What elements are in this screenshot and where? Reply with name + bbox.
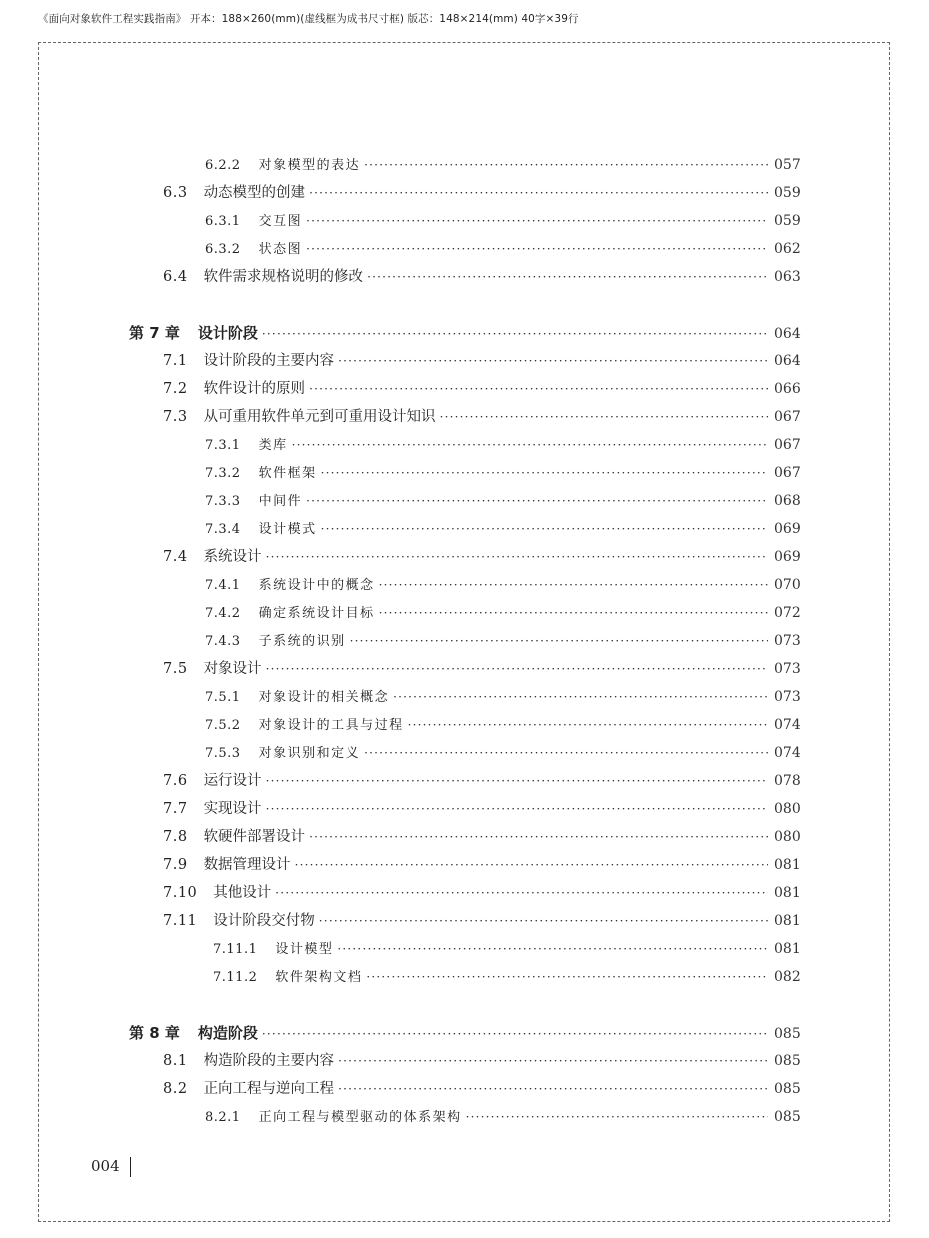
dot-leader xyxy=(266,655,768,683)
toc-entry-title: 交互图 xyxy=(258,214,303,229)
page-footer xyxy=(91,1157,131,1177)
toc-entry xyxy=(163,767,800,795)
toc-entry-title: 设计模型 xyxy=(275,942,334,957)
toc-entry-page: 085 xyxy=(774,1081,801,1097)
toc-entry-title: 设计阶段 xyxy=(197,324,258,342)
toc-entry-number: 7.11.2 xyxy=(213,970,258,985)
toc-entry-title: 软件框架 xyxy=(258,466,317,481)
toc-entry-number: 7.4.3 xyxy=(205,634,241,649)
toc-entry-title: 设计阶段的主要内容 xyxy=(203,353,335,369)
toc-entry xyxy=(163,907,800,935)
toc-entry-title: 软件架构文档 xyxy=(275,970,363,985)
toc-entry-title: 对象模型的表达 xyxy=(258,158,361,173)
dot-leader xyxy=(338,347,768,375)
toc-entry-title: 数据管理设计 xyxy=(203,857,291,873)
toc-entry xyxy=(205,739,800,767)
toc-entry xyxy=(205,235,800,263)
dot-leader xyxy=(367,263,768,291)
toc-entry xyxy=(163,879,800,907)
toc-entry xyxy=(163,375,800,403)
dot-leader xyxy=(408,711,768,739)
dot-leader xyxy=(306,235,768,263)
dot-leader xyxy=(338,1047,768,1075)
toc-entry-page: 068 xyxy=(774,493,801,509)
toc-entry-title: 设计模式 xyxy=(258,522,317,537)
toc-entry-number: 6.3 xyxy=(163,185,188,201)
toc-entry-title: 对象识别和定义 xyxy=(258,746,361,761)
toc-entry-page: 064 xyxy=(774,326,801,342)
dot-leader xyxy=(306,207,768,235)
toc-entry xyxy=(163,1075,800,1103)
toc-entry xyxy=(205,571,800,599)
toc-entry-page: 085 xyxy=(774,1053,801,1069)
toc-entry-number: 7.5.1 xyxy=(205,690,241,705)
toc-entry-title: 正向工程与逆向工程 xyxy=(203,1081,335,1097)
dot-leader xyxy=(366,963,768,991)
toc-entry-page: 064 xyxy=(774,353,801,369)
toc-entry-page: 069 xyxy=(774,549,801,565)
toc-entry xyxy=(205,151,800,179)
dot-leader xyxy=(379,571,768,599)
toc-entry xyxy=(213,963,800,991)
toc-entry xyxy=(205,431,800,459)
toc-entry-page: 073 xyxy=(774,689,801,705)
page-number-divider xyxy=(130,1157,131,1177)
dot-leader xyxy=(309,375,768,403)
toc-entry-page: 080 xyxy=(774,829,801,845)
toc-entry-page: 063 xyxy=(774,269,801,285)
toc-entry-page: 074 xyxy=(774,717,801,733)
dot-leader xyxy=(321,459,768,487)
dot-leader xyxy=(262,1020,768,1048)
toc-entry-number: 7.4 xyxy=(163,549,188,565)
toc-entry xyxy=(205,207,800,235)
toc-entry-title: 设计阶段交付物 xyxy=(213,913,315,929)
toc-entry xyxy=(205,1103,800,1131)
toc-entry-title: 中间件 xyxy=(258,494,303,509)
dot-leader xyxy=(266,767,768,795)
toc-entry-number: 8.1 xyxy=(163,1053,188,1069)
toc-entry-title: 软件需求规格说明的修改 xyxy=(203,269,364,285)
dot-leader xyxy=(266,795,768,823)
toc-entry-title: 软件设计的原则 xyxy=(203,381,306,397)
toc-entry-page: 059 xyxy=(774,185,801,201)
toc-entry-number: 7.5.3 xyxy=(205,746,241,761)
toc-chapter-entry xyxy=(129,319,800,347)
dot-leader xyxy=(275,879,768,907)
toc-entry-number: 第 8 章 xyxy=(129,1024,180,1042)
dot-leader xyxy=(309,179,768,207)
dot-leader xyxy=(295,851,768,879)
toc-entry-number: 7.3.3 xyxy=(205,494,241,509)
toc-entry-title: 子系统的识别 xyxy=(258,634,346,649)
toc-entry-title: 对象设计的工具与过程 xyxy=(258,718,404,733)
dot-leader xyxy=(262,320,768,348)
dot-leader xyxy=(266,543,768,571)
dot-leader xyxy=(337,935,768,963)
toc-entry-page: 081 xyxy=(774,913,801,929)
toc-entry-number: 7.1 xyxy=(163,353,188,369)
toc-entry-title: 类库 xyxy=(258,438,288,453)
toc-entry-page: 059 xyxy=(774,213,801,229)
toc-entry-number: 6.3.2 xyxy=(205,242,241,257)
toc-entry xyxy=(205,711,800,739)
toc-entry-number: 7.7 xyxy=(163,801,188,817)
toc-entry-number: 7.8 xyxy=(163,829,188,845)
toc-entry xyxy=(213,935,800,963)
toc-entry-number: 6.3.1 xyxy=(205,214,241,229)
toc-entry-title: 构造阶段 xyxy=(197,1024,258,1042)
toc-entry-title: 状态图 xyxy=(258,242,303,257)
toc-entry-page: 070 xyxy=(774,577,801,593)
dot-leader xyxy=(292,431,768,459)
toc-entry-title: 正向工程与模型驱动的体系架构 xyxy=(258,1110,462,1125)
page-number: 004 xyxy=(91,1157,120,1175)
toc-entry-page: 069 xyxy=(774,521,801,537)
toc-entry-page: 080 xyxy=(774,801,801,817)
toc-entry-title: 构造阶段的主要内容 xyxy=(203,1053,335,1069)
toc-entry xyxy=(205,459,800,487)
toc-entry-number: 7.11 xyxy=(163,913,198,929)
toc-entry-number: 7.5.2 xyxy=(205,718,241,733)
toc-entry-page: 072 xyxy=(774,605,801,621)
toc-entry-number: 第 7 章 xyxy=(129,324,180,342)
toc-entry-page: 081 xyxy=(774,941,801,957)
toc-entry-title: 软硬件部署设计 xyxy=(203,829,306,845)
dot-leader xyxy=(309,823,768,851)
dot-leader xyxy=(393,683,768,711)
toc-entry-number: 7.3 xyxy=(163,409,188,425)
toc-entry xyxy=(163,543,800,571)
dot-leader xyxy=(321,515,768,543)
toc-entry-title: 实现设计 xyxy=(203,801,262,817)
toc-entry-title: 动态模型的创建 xyxy=(203,185,306,201)
toc-entry-page: 067 xyxy=(774,409,801,425)
dot-leader xyxy=(364,739,768,767)
toc-entry-number: 8.2.1 xyxy=(205,1110,241,1125)
toc-entry xyxy=(163,179,800,207)
toc-entry xyxy=(163,823,800,851)
toc-entry-title: 系统设计中的概念 xyxy=(258,578,375,593)
toc-entry-page: 057 xyxy=(774,157,801,173)
toc-entry xyxy=(163,795,800,823)
toc-entry-number: 8.2 xyxy=(163,1081,188,1097)
toc-entry xyxy=(205,515,800,543)
toc-entry-page: 074 xyxy=(774,745,801,761)
toc-entry-title: 其他设计 xyxy=(213,885,272,901)
toc-entry-page: 067 xyxy=(774,437,801,453)
toc-entry xyxy=(163,403,800,431)
toc-entry-page: 078 xyxy=(774,773,801,789)
toc-entry xyxy=(163,263,800,291)
toc-entry xyxy=(163,1047,800,1075)
dot-leader xyxy=(338,1075,768,1103)
toc-entry-title: 系统设计 xyxy=(203,549,262,565)
toc-entry-number: 7.11.1 xyxy=(213,942,258,957)
toc-entry xyxy=(205,627,800,655)
toc-entry-number: 6.2.2 xyxy=(205,158,241,173)
toc-entry-page: 062 xyxy=(774,241,801,257)
dot-leader xyxy=(440,403,768,431)
toc-chapter-entry xyxy=(129,1019,800,1047)
dot-leader xyxy=(364,151,768,179)
toc-entry-title: 运行设计 xyxy=(203,773,262,789)
toc-entry-page: 066 xyxy=(774,381,801,397)
toc-entry-title: 对象设计 xyxy=(203,661,262,677)
toc-entry-page: 085 xyxy=(774,1026,801,1042)
toc-entry-number: 6.4 xyxy=(163,269,188,285)
toc-entry-number: 7.3.4 xyxy=(205,522,241,537)
toc-entry-page: 081 xyxy=(774,857,801,873)
toc-entry-number: 7.3.2 xyxy=(205,466,241,481)
toc-entry-page: 073 xyxy=(774,633,801,649)
toc-entry-page: 082 xyxy=(774,969,801,985)
print-spec-header: 《面向对象软件工程实践指南》 开本：188×260(mm)(虚线框为成书尺寸框) 版芯：148×214(mm) 40字×39行 xyxy=(38,13,579,25)
dot-leader xyxy=(306,487,768,515)
toc-entry-number: 7.4.2 xyxy=(205,606,241,621)
toc-entry-page: 081 xyxy=(774,885,801,901)
toc-entry xyxy=(163,655,800,683)
toc-entry-page: 085 xyxy=(774,1109,801,1125)
toc-entry xyxy=(205,599,800,627)
toc-entry-number: 7.4.1 xyxy=(205,578,241,593)
toc-entry xyxy=(205,683,800,711)
toc-entry-title: 确定系统设计目标 xyxy=(258,606,375,621)
toc-entry-number: 7.9 xyxy=(163,857,188,873)
toc-entry-page: 067 xyxy=(774,465,801,481)
toc-entry xyxy=(205,487,800,515)
dot-leader xyxy=(319,907,768,935)
toc-entry-number: 7.5 xyxy=(163,661,188,677)
toc-entry xyxy=(163,347,800,375)
toc-entry-number: 7.2 xyxy=(163,381,188,397)
toc-entry-page: 073 xyxy=(774,661,801,677)
toc-entry-number: 7.6 xyxy=(163,773,188,789)
toc-entry-title: 从可重用软件单元到可重用设计知识 xyxy=(203,409,436,425)
toc-entry-title: 对象设计的相关概念 xyxy=(258,690,390,705)
toc-entry xyxy=(163,851,800,879)
dot-leader xyxy=(350,627,768,655)
toc-entry-number: 7.10 xyxy=(163,885,198,901)
toc-entry-number: 7.3.1 xyxy=(205,438,241,453)
dot-leader xyxy=(466,1103,768,1131)
dot-leader xyxy=(379,599,768,627)
